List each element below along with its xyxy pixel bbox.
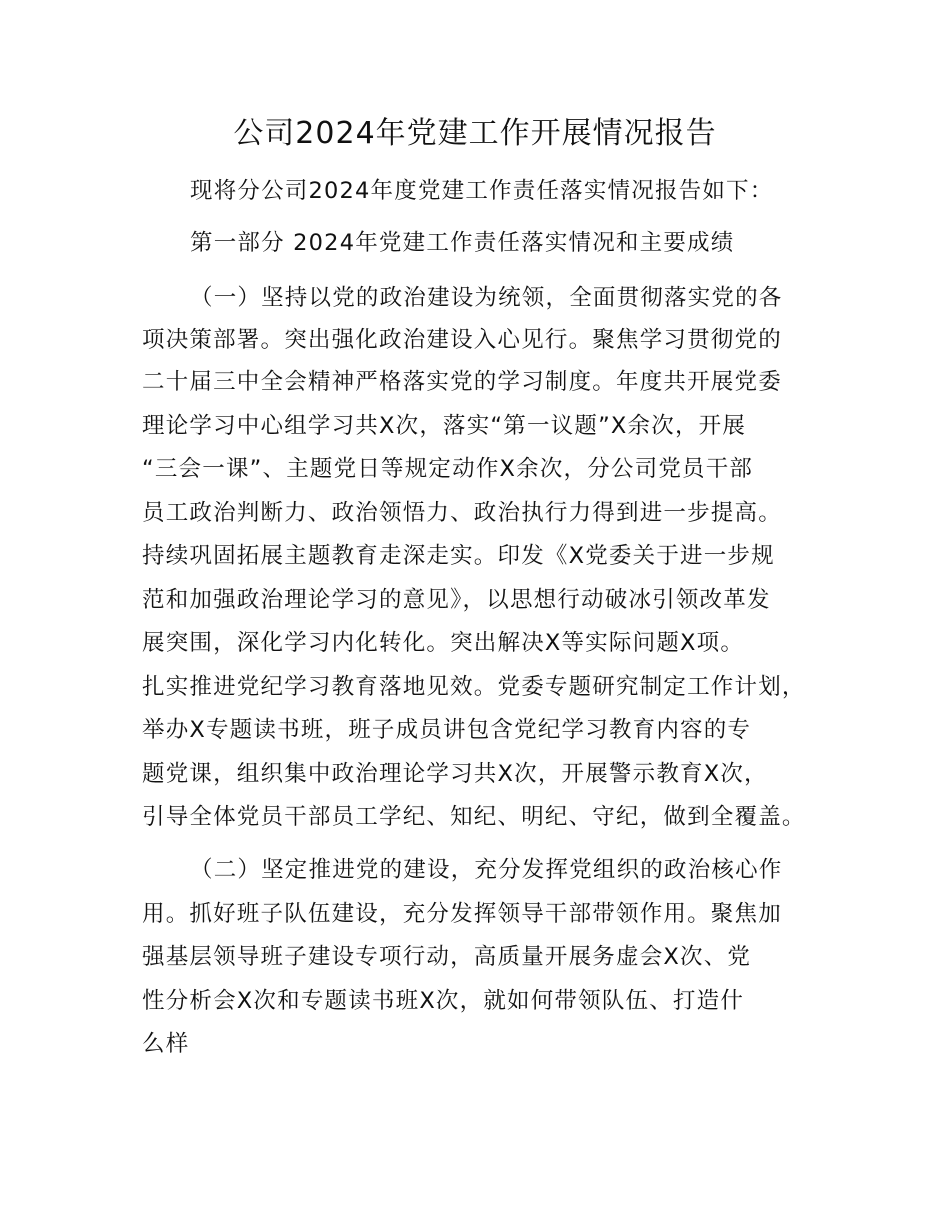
- paragraph-line: 理论学习中心组学习共X次，落实“第一议题”X余次，开展: [142, 413, 747, 439]
- paragraph-line: 项决策部署。突出强化政治建设入心见行。聚焦学习贯彻党的: [142, 327, 782, 353]
- section-heading: 第一部分 2024年党建工作责任落实情况和主要成绩: [190, 230, 735, 256]
- paragraph-line: 举办X专题读书班，班子成员讲包含党纪学习教育内容的专: [142, 717, 752, 743]
- paragraph-line: 员工政治判断力、政治领悟力、政治执行力得到进一步提高。: [142, 500, 782, 526]
- paragraph-line: 强基层领导班子建设专项行动，高质量开展务虚会X次、党: [142, 944, 752, 970]
- paragraph-line: 扎实推进党纪学习教育落地见效。党委专题研究制定工作计划，: [142, 674, 806, 700]
- paragraph-line: 题党课，组织集中政治理论学习共X次，开展警示教育X次，: [142, 761, 768, 787]
- paragraph-line: （一）坚持以党的政治建设为统领，全面贯彻落实党的各: [190, 285, 783, 311]
- paragraph-line: 二十届三中全会精神严格落实党的学习制度。年度共开展党委: [142, 369, 782, 395]
- intro-line: 现将分公司2024年度党建工作责任落实情况报告如下：: [190, 178, 774, 204]
- paragraph-line: “三会一课”、主题党日等规定动作X余次，分公司党员干部: [142, 456, 754, 482]
- paragraph-line: （二）坚定推进党的建设，充分发挥党组织的政治核心作: [190, 857, 783, 883]
- paragraph-line: 展突围，深化学习内化转化。突出解决X等实际问题X项。: [142, 630, 745, 656]
- document-title: 公司2024年党建工作开展情况报告: [233, 116, 717, 151]
- paragraph-line: 引导全体党员干部员工学纪、知纪、明纪、守纪，做到全覆盖。: [142, 804, 806, 830]
- paragraph-line: 性分析会X次和专题读书班X次，就如何带领队伍、打造什: [142, 988, 745, 1014]
- paragraph-line: 持续巩固拓展主题教育走深走实。印发《X党委关于进一步规: [142, 543, 775, 569]
- paragraph-line: 范和加强政治理论学习的意见》，以思想行动破冰引领改革发: [142, 587, 771, 613]
- paragraph-line: 么样: [142, 1031, 190, 1057]
- paragraph-line: 用。抓好班子队伍建设，充分发挥领导干部带领作用。聚焦加: [142, 901, 782, 927]
